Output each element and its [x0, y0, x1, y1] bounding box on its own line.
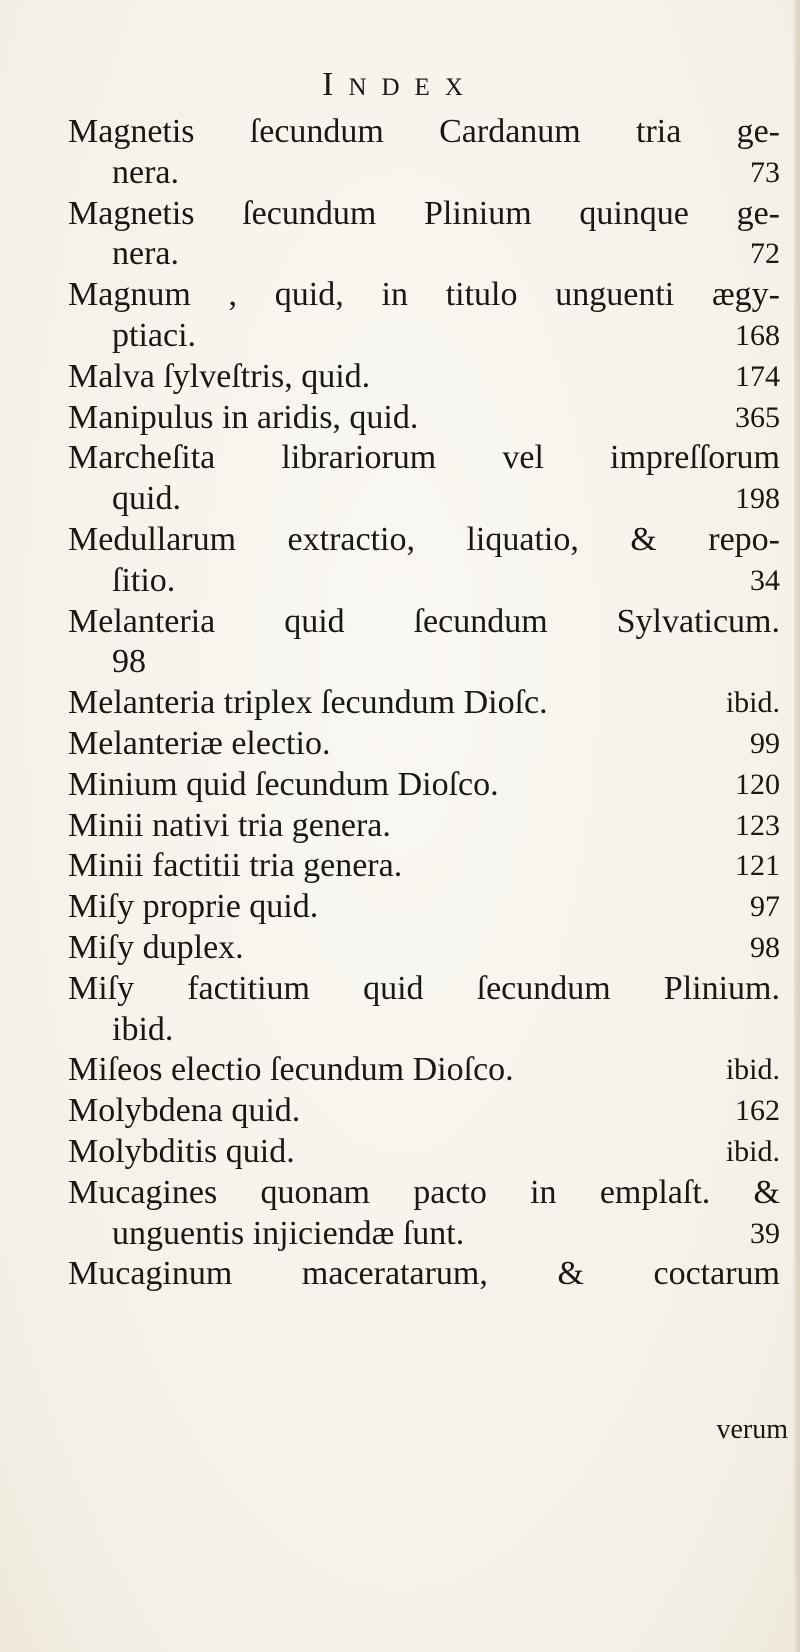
page-reference: 72	[750, 237, 780, 271]
entry-text: Molybdena quid.	[68, 1092, 301, 1130]
page-reference: 168	[735, 318, 780, 352]
entry-text: Molybditis quid.	[68, 1132, 295, 1170]
index-line	[68, 1214, 792, 1255]
entry-text: Medullarum extractio, liquatio, & repo-	[68, 520, 780, 558]
page-reference: 34	[750, 563, 780, 597]
entry-text: ibid.	[112, 1010, 174, 1048]
index-line	[68, 194, 792, 235]
index-line	[68, 1010, 792, 1051]
index-line	[68, 969, 792, 1010]
index-line	[68, 561, 792, 602]
index-line	[68, 765, 792, 806]
index-line	[68, 1050, 792, 1091]
entry-text: Marcheſita librariorum vel impreſſorum	[68, 439, 780, 477]
entry-text: Miſy factitium quid ſecundum Plinium.	[68, 969, 780, 1007]
page-reference: 99	[750, 726, 780, 760]
index-line	[68, 642, 792, 683]
entry-text: Magnum , quid, in titulo unguenti ægy-	[68, 276, 780, 314]
page-reference: 365	[735, 400, 780, 434]
index-line	[68, 806, 792, 847]
index-line	[68, 153, 792, 194]
index-line	[68, 520, 792, 561]
entry-text: nera.	[112, 235, 180, 273]
entry-text: Malva ſylveſtris, quid.	[68, 357, 371, 395]
entry-text: Minium quid ſecundum Dioſco.	[68, 765, 499, 803]
index-line	[68, 602, 792, 643]
index-line	[68, 928, 792, 969]
entry-text: Miſeos electio ſecundum Dioſco.	[68, 1051, 514, 1089]
index-line	[68, 398, 792, 439]
page-reference: 162	[735, 1094, 780, 1128]
entry-text: Mucaginum maceratarum, & coctarum	[68, 1255, 780, 1293]
entry-text: Minii factitii tria genera.	[68, 847, 403, 885]
header-initial: I	[322, 66, 349, 103]
page-reference: 97	[750, 890, 780, 924]
index-line	[68, 1173, 792, 1214]
page-reference: 120	[735, 767, 780, 801]
entry-text: Miſy proprie quid.	[68, 888, 319, 926]
index-line	[68, 846, 792, 887]
index-line	[68, 479, 792, 520]
index-line	[68, 724, 792, 765]
entry-text: Mucagines quonam pacto in emplaſt. &	[68, 1173, 780, 1211]
entry-text: Melanteria triplex ſecundum Dioſc.	[68, 684, 548, 722]
index-line	[68, 1254, 792, 1295]
page-reference: 73	[750, 155, 780, 189]
page-reference: ibid.	[725, 1053, 780, 1087]
entry-text: Melanteriæ electio.	[68, 724, 331, 762]
entry-text: Manipulus in aridis, quid.	[68, 398, 419, 436]
page-reference: ibid.	[725, 1134, 780, 1168]
entry-text: Miſy duplex.	[68, 928, 244, 966]
page-header	[0, 66, 800, 104]
index-entries	[68, 112, 792, 1295]
index-line	[68, 275, 792, 316]
entry-text: Melanteria quid ſecundum Sylvaticum.	[68, 602, 780, 640]
entry-text: 98	[112, 643, 146, 681]
index-line	[68, 438, 792, 479]
index-line	[68, 683, 792, 724]
index-line	[68, 357, 792, 398]
index-line	[68, 1132, 792, 1173]
index-line	[68, 1091, 792, 1132]
entry-text: Magnetis ſecundum Plinium quinque ge-	[68, 194, 780, 232]
entry-text: unguentis injiciendæ ſunt.	[112, 1214, 465, 1252]
page-edge	[794, 0, 800, 1652]
entry-text: ptiaci.	[112, 316, 197, 354]
entry-text: quid.	[112, 480, 181, 518]
index-line	[68, 112, 792, 153]
index-line	[68, 887, 792, 928]
entry-text: nera.	[112, 153, 180, 191]
header-rest: NDEX	[348, 74, 478, 101]
index-line	[68, 234, 792, 275]
index-line	[68, 316, 792, 357]
entry-text: Magnetis ſecundum Cardanum tria ge-	[68, 113, 780, 150]
catchword: verum	[716, 1414, 788, 1445]
page-reference: 174	[735, 359, 780, 393]
page-reference: 121	[735, 849, 780, 883]
entry-text: Minii nativi tria genera.	[68, 806, 391, 844]
page-reference: 39	[750, 1216, 780, 1250]
entry-text: ſitio.	[112, 561, 176, 599]
page-reference: 123	[735, 808, 780, 842]
page-reference: ibid.	[725, 686, 780, 720]
page-reference: 98	[750, 930, 780, 964]
page-reference: 198	[735, 482, 780, 516]
